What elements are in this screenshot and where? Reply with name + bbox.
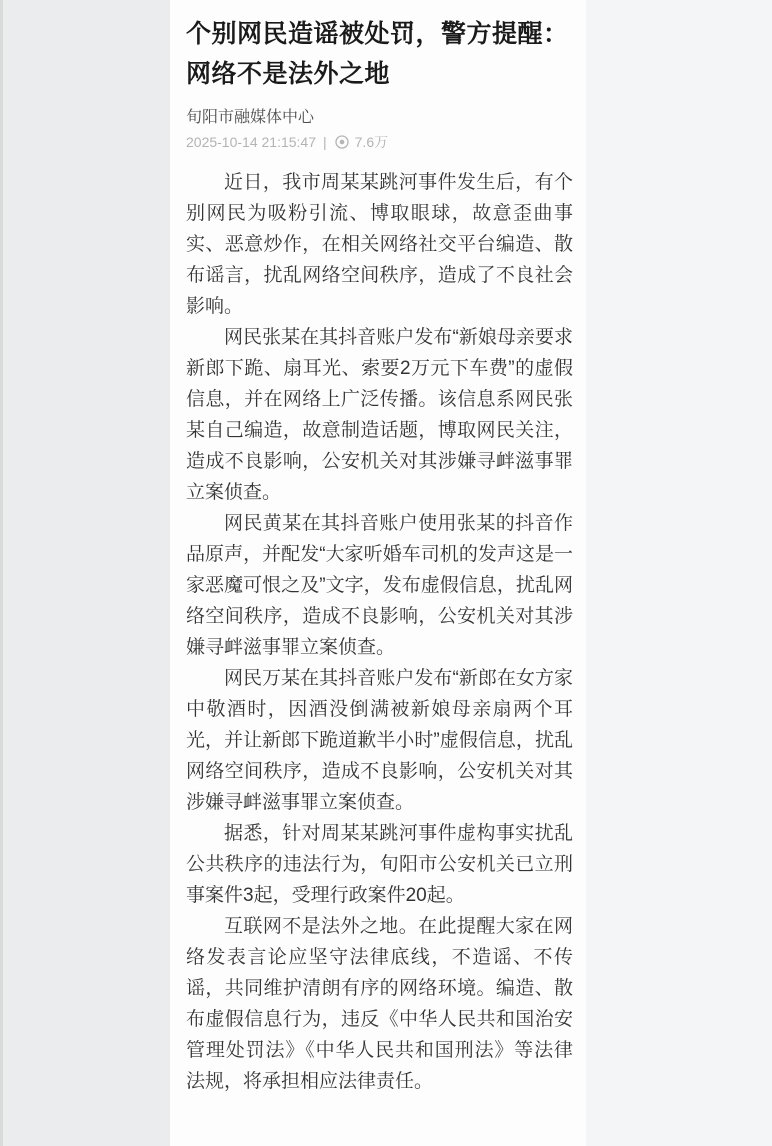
- paragraph: 网民张某在其抖音账户发布“新娘母亲要求新郎下跪、扇耳光、索要2万元下车费”的虚假信息，并在网络上广泛传播。该信息系网民张某自己编造，故意制造话题，博取网民关注，造成不良影响，公安机关对其涉嫌寻衅滋事罪立案侦查。: [186, 327, 573, 503]
- left-gutter: [0, 0, 170, 1146]
- paragraph: 网民万某在其抖音账户发布“新郎在女方家中敬酒时，因酒没倒满被新娘母亲扇两个耳光，并让新郎下跪道歉半小时”虚假信息，扰乱网络空间秩序，造成不良影响，公安机关对其涉嫌寻衅滋事罪立案侦查。: [186, 668, 573, 813]
- view-count-group: [334, 133, 388, 151]
- article-source: 旬阳市融媒体中心: [186, 109, 315, 126]
- view-count: 7.6万: [354, 134, 389, 150]
- paragraph: 互联网不是法外之地。在此提醒大家在网络发表言论应坚守法律底线，不造谣、不传谣，共同维护清朗有序的网络环境。编造、散布虚假信息行为，违反《中华人民共和国治安管理处罚法》《中华人民共和国刑法》等法律法规，将承担相应法律责任。: [186, 916, 573, 1092]
- article-card: [170, 0, 586, 1146]
- right-gutter: [586, 0, 772, 1146]
- paragraph: 据悉，针对周某某跳河事件虚构事实扰乱公共秩序的违法行为，旬阳市公安机关已立刑事案件3起，受理行政案件20起。: [186, 823, 573, 906]
- meta-separator: |: [323, 134, 327, 150]
- eye-icon: [334, 134, 350, 150]
- article-title: 个别网民造谣被处罚，警方提醒：网络不是法外之地: [186, 20, 569, 88]
- publish-time: 2025-10-14 21:15:47: [186, 134, 316, 150]
- paragraph: 近日，我市周某某跳河事件发生后，有个别网民为吸粉引流、博取眼球，故意歪曲事实、恶意炒作，在相关网络社交平台编造、散布谣言，扰乱网络空间秩序，造成了不良社会影响。: [186, 172, 573, 317]
- article-meta: [186, 133, 573, 151]
- article-body: [186, 167, 573, 1097]
- paragraph: 网民黄某在其抖音账户使用张某的抖音作品原声，并配发“大家听婚车司机的发声这是一家恶魔可恨之及”文字，发布虚假信息，扰乱网络空间秩序，造成不良影响，公安机关对其涉嫌寻衅滋事罪立案侦查。: [186, 513, 573, 658]
